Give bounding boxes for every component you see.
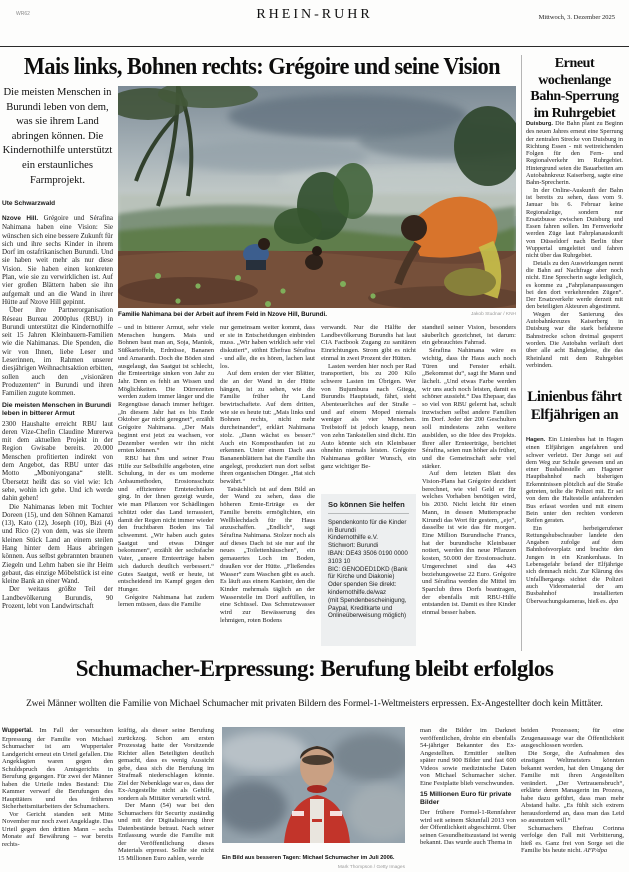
help-box-line: Spendenkonto für die Kinder in Burundi [328,518,407,534]
column-divider [521,55,522,651]
article-column-1 [2,214,113,654]
sub-headline: Die meisten Menschen in Burundi leben in bitterer Armut [2,401,112,417]
byline: Ute Schwarzwald [2,200,56,207]
schumacher-subheadline: Zwei Männer wollten die Familie von Michael Schumacher mit privaten Bildern des Formel-1-Weltmeisters erpressen. Ex-Angestellter doch kein Mittäter. [26,699,603,709]
photo-caption-row [118,311,516,318]
field-photo [118,86,516,308]
paragraph: Details zu den Auswirkungen nennt die Bahn auf Nachfrage aber noch nicht. Eine Sprecherin sagte lediglich, es komme zu „Fahrplananpassungen bei den dort verkehrenden Zügen“. Der Ersatzverkehr werde derzeit mit den beteiligten Akteuren abgestimmt. [526,259,623,311]
photo-credit: Jakob Studnar / KNH [470,312,516,317]
paragraph [521,825,624,855]
paragraph: Die Nahimanas leben mit Tochter Doreen (15), und den Söhnen Kamanzi (13), Kato (12), Joseph (10), Bizi (4) und Rico (2) von dem, was sie ihrem kleinen Stück Land an einem steilen Hang hinter dem Haus abringen können. Aus selbst gebrannten braunen Ziegeln und Lehm haben sie ihr Heim gebaut, das einzige Möbelstück ist eine kleine Bank an einer Wand. [2,502,113,586]
paragraph: Wegen der Sanierung des Autobahnkreuzes Kaiserberg in Duisburg war die stark befahrene Bahnstrecke schon dreimal gesperrt worden. Die Autobahn verläuft dort über alle acht Bahngleise, die das Rheinland mit dem Ruhrgebiet verbinden. [526,310,623,369]
paragraph [526,525,623,605]
schumacher-column-2 [118,727,214,869]
paragraph [2,727,113,811]
photo-caption: Familie Nahimana bei der Arbeit auf ihrem Feld in Nzove Hill, Burundi. [118,311,327,318]
paragraph: 2300 Haushalte erreicht RBU laut deren Vize-Chefin Claudine Murerwa mit dem aktuellen Projekt in der Region Gwisabe bereits. 20.000 Menschen profitierten indirekt von dem Angebot, das RBU unter das Motto „Mboniyongana“ stellt. Übersetzt heißt das so viel wie: Ich sehe, wohin ich gehe. Und ich werde dahin gehen! [2,419,113,503]
schumacher-photo [222,727,405,843]
schumacher-column-4 [420,727,516,869]
paragraph: Vor Gericht standen seit Mitte November nur noch zwei Angeklagte. Das Urteil gegen den dritten Mann – sechs Monate auf Bewährung – war bereits rechts- [2,810,113,848]
lead-paragraph: Die meisten Menschen in Burundi leben von dem, was sie ihrem Land abringen können. Die Kindernothilfe unterstützt ein erstaunliches Farmprojekt. [2,87,113,186]
paragraph: Grégoire Nahimana hat zudem lernen müssen, dass die Familie [118,593,214,609]
help-box [321,494,416,646]
schumacher-caption-block [222,846,405,870]
schumacher-photo-art [222,727,405,843]
paragraph: standteil seiner Vision, besonders säuberlich gezeichnet, ist darum: ein gebrauchtes Fahrrad. [422,324,516,347]
paragraph: In der Online-Auskunft der Bahn ist bereits zu sehen, dass vom 9. Januar bis 6. Februar keine Regionalzüge, sondern nur Ersatzbusse zwischen Duisburg und Essen fahren sollen. Im Fernverkehr werden Züge laut Fahrplanauskunft von Düsseldorf nach Berlin über Wuppertal umgeleitet und fahren nicht über das Ruhrgebiet. [526,186,623,260]
header-rule [0,46,629,47]
dateline: Duisburg. [526,121,553,127]
field-photo-art [118,86,516,308]
article-column-2 [118,324,214,656]
agency-signature: AFP/dpa [583,847,608,854]
article-column-5 [422,324,516,656]
edition-code: WR62 [16,11,30,17]
paragraph-text: Im Fall der versuchten Erpressung der Familie von Michael Schumacher ist am Wuppertaler Landgericht erneut ein Urteil gefallen. Die Angeklagten waren gegen den Schuldspruch des Amtsgerichts in Berufung gegangen. Für zwei der Männer haben die Urteile indes Bestand: Die Kammer verwarf die Berufungen des Haupttäters und des früheren Sicherheitsmitarbeiters der Schumachers. [2,727,113,810]
schumacher-column-1 [2,727,113,869]
schumacher-caption: Ein Bild aus besseren Tagen: Michael Schumacher im Juli 2006. [222,855,395,861]
sidebar-article-bahn [526,120,623,384]
help-box-line: IBAN: DE43 3506 0190 0000 3103 10 [328,549,408,565]
sidebar-headline-bahn: Erneut wochenlange Bahn-Sperrung im Ruhrgebiet [530,56,619,121]
paragraph-text: Schumachers Ehefrau Corinna verfolge den Fall mit Verbitterung, hieß es. Ganz frei von Sorge sei die Familie bis heute nicht. [521,824,624,854]
paragraph-text: Ein Linienbus hat in Hagen einen Elfjährigen angefahren und schwer verletzt. Der Junge sei auf dem Weg zur Schule gewesen und an einer Bushaltestelle am Hagener Hauptbahnhof nach bisherigen Erkenntnissen plötzlich auf die Straße getreten, teilte die Polizei mit. Er sei von dem die Haltestelle anfahrenden Bus erfasst worden und mit einem Bein unter den rechten vorderen Reifen geraten. [526,436,623,525]
help-box-title: So können Sie helfen [328,501,409,514]
paragraph: beiden Prozessen; für eine Zeugenaussage war die Öffentlichkeit ausgeschlossen worden. [521,727,624,749]
section-title: RHEIN-RUHR [256,7,373,22]
paragraph-text: Ein herbeigerufener Rettungshubschrauber landete den Angaben zufolge auf dem Bahnhofsvorplatz und brachte den Jungen in ein Krankenhaus. In Lebensgefahr befand der Elfjährige sich demnach nicht. Zur Klärung des Unfallhergangs sichtet die Polizei auch Videomaterial der am Busbahnhof installierten Überwachungskameras, hieß es. [526,524,623,605]
paragraph: RBU hat ihm und seiner Frau Hilfe zur Selbsthilfe angeboten, eine Schulung, in der es um moderne Anbaumethoden, Erosionsschutz und effizientere Erntetechniken ging. In der ihnen gezeigt wurde, wie man Pflanzen vor Schädlingen schützt oder das Land terrassiert, damit der Regen nicht immer wieder den fruchtbaren Boden ins Tal schwemmt. „Wir haben auch gutes Saatgut und etwas Dünger bekommen“, erzählt der sechsfache Vater, „unsere Ernteerträge haben sich dadurch deutlich verbessert.“ Gutes Saatgut, weiß er heute, ist entscheidend im Kampf gegen den Hunger. [118,454,214,593]
paragraph: Der Mann (54) war bei den Schumachers für Security zuständig und mit der Digitalisierung ihrer Datenbestände betraut. Nach seiner Entlassung wurde die Familie mit der Veröffentlichung dieses Materials erpresst. Sollte sie nicht 15 Millionen Euro zahlen, werde [118,802,214,862]
article-column-4 [321,324,416,490]
paragraph: Die Sorge, die Aufnahmen des einstigen Weltmeisters könnten bekannt werden, hat den Umgang der Familie mit ihren Angestellten verändert. „Der Vertrauensbruch“, erklärte deren Managerin im Prozess, habe dazu geführt, dass man mehr Abstand halte. „Es fühlt sich extrem herausfordernd an, dass man das Leid so ausnutzen will.“ [521,749,624,824]
help-box-line: (mit Spendenbescheinigung, Paypal, Kreditkarte und Onlineüberweisung möglich) [328,596,407,620]
date-label: Mittwoch, 3. Dezember 2025 [538,14,615,21]
paragraph [526,120,623,187]
paragraph: Der weitaus größte Teil der Landbevölkerung Burundis, 90 Prozent, lebt von Landwirtschaft [2,585,113,611]
paragraph: Über ihre Partnerorganisation Réseau Bureau 2000plus (RBU) in Burundi unterstützt die Kindernothilfe seit 15 Jahren Kleinbauern-Familien wie die Nahimanas. Die Spenden, die wir von Ihnen, liebe Leser und Leserinnen, im Rahmen unserer diesjährigen Weihnachtsaktion erbitten, sollen auch den „visionären Produzenten“ in Burundi und ihren Familien zugute kommen. [2,306,113,398]
paragraph: Lasten werden hier noch per Rad transportiert, bis zu 200 Kilo schwere Lasten im Übrigen. Wer von Bujumbura nach Gitega, Burundis Hauptstadt, fährt, sieht Abenteuerliches auf der Straße – und auf einem Moped niemals weniger als vier Menschen. Treibstoff ist jedoch knapp, neun von zehn Tankstellen sind dicht. Ein Auto könnte sich ein Kleinbauer ohnehin niemals leisten. Grégoire Nahimanas größter Wunsch, ein ganz wichtiger Be- [321,362,416,470]
paragraph: – und in bitterer Armut, sehr viele Menschen hungern. Mais und Bohnen baut man an, Soja, Maniok, Süßkartoffeln, Erdnüsse, Bananen und Amaranth. Doch die Böden sind ausgelaugt, das Saatgut ist schlecht, die Ernteerträge sinken von Jahr zu Jahr. Denn es fehlt an Wissen und Möglichkeiten. Die Dürrezeiten werden zudem immer länger und die Regengüsse danach immer heftiger. „In diesem Jahr hat es bis Ende Oktober gar nicht geregnet“, erzählt Grégoire Nahimana. „Der Mais beginnt erst jetzt zu wachsen, vor Dezember werden wir ihn nicht ernten können.“ [118,324,214,455]
help-box-line: BIC: GENODED1DKD (Bank für Kirche und Diakonie) [328,565,408,581]
help-box-line: Stichwort: Burundi [328,542,379,550]
sidebar-article-bus [526,436,623,652]
article-column-3 [220,324,315,656]
schumacher-credit: Mark Thompson / Getty Images [337,865,405,870]
schumacher-headline: Schumacher-Erpressung: Berufung bleibt erfolglos [75,656,554,681]
paragraph: Auf dem letzten Blatt des Vision-Plans hat Grégoire dezidiert berechnet, wie viel Geld er für welches Vorhaben benötigen wird, bis 2030. Nicht leicht für einen Mann, in dessen Muttersprache Kirundi das Wort für gestern, „ejo“, dasselbe ist wie das für morgen. Eine Million Burundische Francs, hat der burundische Kleinbauer notiert, werden ihn neue Pflanzen kosten, 50.000 der Erosionsschutz. Umgerechnet sind das 443 beziehungsweise 22 Euro. Grégoire und Sérafina werden die Mittel im Sparclub ihres Dorfs beantragen, der ebenfalls mit RBU-Hilfe entstanden ist. Damit es ihre Kinder einmal besser haben. [422,470,516,617]
schumacher-column-5 [521,727,624,869]
paragraph: Auf dem ersten der vier Blätter, die an der Wand in der Hütte hängen, ist zu sehen, wie die Familie früher ihr Land bewirtschaftete. Auf dem dritten, wie sie es heute tut: „Mais links und Bohnen rechts, nicht mehr durcheinander“, erklärt Nahimana stolz. „Dann wächst es besser.“ Auch ein Komposthaufen ist zu erkennen. Unter einem Dach aus Bananenblättern hat die Familie ihn angelegt, produziert nun dort selbst ihren organischen Dünger. „Hat sich bewährt.“ [220,370,315,486]
help-box-line: Kindernothilfe e.V. [328,534,378,542]
agency-signature: dpa [608,597,619,605]
paragraph: Der frühere Formel-1-Rennfahrer wird seit seinem Skiunfall 2013 von der Öffentlichkeit abgeschirmt. Über seinen Gesundheitszustand ist wenig bekannt. Das wurde auch Thema in [420,809,516,846]
paragraph: Tatsächlich ist auf dem Bild an der Wand zu sehen, dass die höheren Ernte-Erträge es der Familie bereits ermöglichten, ein Wellblechdach für ihr Haus anzuschaffen. „Endlich“, sagt Sérafina Nahimana. Stolzer noch als auf dieses Dach ist sie nur auf ihr neues „Toilettenhäuschen“, ein gemauertes Loch im Boden, draußen vor der Hütte. „Fließendes Wasser“ zum Waschen gibt es auch. Es läuft aus einem Kanister, den die Kinder mehrmals täglich an der Wasserstelle im Dorf auffüllen, in eine Schüssel. Das Schmutzwasser wird zur Bewässerung des lehmigen, roten Bodens [220,485,315,624]
paragraph: man die Bilder im Darknet veröffentlichen, drohte ein ebenfalls 54-jähriger Bekannter des Ex-Angestellten. Ermittler stellten später rund 900 Bilder und fast 600 Videos sowie medizinische Daten von Michael Schumacher sicher. Eine Festplatte blieb verschwunden. [420,727,516,787]
sub-headline: 15 Millionen Euro für private Bilder [420,791,512,806]
sidebar-headline-bus: Linienbus fährt Elfjährigen an [527,389,622,423]
paragraph: kräftig, als dieser seine Berufung zurückzog. Schon am ersten Prozesstag hatte der Vorsitzende Richter allen Beteiligten deutlich gemacht, dass es wenig Aussicht gebe, dass sich die Berufung im Strafmaß niederschlagen könnte. Ziel der Nebenklage war es, dass der Ex-Angestellte nicht als Gehilfe, sondern als Mittäter verurteilt wird. [118,727,214,802]
paragraph: Sérafina Nahimana wäre es wichtig, dass ihr Haus auch noch Türen und Fenster erhält. „Bekommst du“, sagt ihr Mann und lächelt. „Und etwas Farbe werden wir uns auch noch leisten, damit es schöner aussieht.“ Das Ehepaar, das so viel von RBU gelernt hat, schult inzwischen selbst andere Familien im Dorf. Jeder der 200 Geschulten soll mindestens zehn weitere ausbilden, so die Idee des Projekts. Ihrer aller Ernteerträge, berichtet Sérafina, seien nun höher als früher, und die Gemeinschaft sehr viel stärker. [422,347,516,470]
paragraph [526,436,623,525]
paragraph: verwandt. Nur die Hälfte der Landbevölkerung Burundis hat laut CIA Factbook Zugang zu sanitären Einrichtungen. Strom gibt es nicht einmal in zwei Prozent der Hütten. [321,324,416,362]
dateline: Hagen. [526,437,546,443]
paragraph: nur gemeinsam weiter kommt, dass er sie in Entscheidungen einbinden muss. „Wir haben wirklich sehr viel diskutiert“, stöhnt Ehefrau Sérafina - und alle, die es hören, lachen laut los. [220,324,315,370]
help-box-line: Oder spenden Sie direkt: kindernothilfe.de/waz [328,581,397,596]
paragraph-text: Die Bahn plant zu Beginn des neuen Jahres erneut eine Sperrung der zentralen Strecke von Duisburg in Richtung Essen - mit weitreichenden Folgen für den Fern- und Regionalverkehr im Ruhrgebiet. Hintergrund seien die Bauarbeiten am Autobahnkreuz Kaiserberg, sagte eine Bahn-Sprecherin. [526,120,623,187]
dateline: Nzove Hill. [2,215,39,222]
paragraph-text: Grégoire und Sérafina Nahimana haben eine Vision: Sie wünschen sich eine bessere Zukunft für sich und ihre sechs Kinder in ihrem Dorf im ostafrikanischen Burundi. Und sie haben weit mehr als nur diese Vision. Sie haben einen konkreten Plan, wie sie zu verwirklichen ist. Auf vier großen Blättern haben sie ihn aufgemalt und an die Wand in ihrer Hütte auf Nzove Hill gepinnt. [2,214,113,306]
main-headline: Mais links, Bohnen rechts: Grégoire und seine Vision [23,54,500,80]
paragraph [2,214,113,306]
dateline: Wuppertal. [2,728,33,734]
